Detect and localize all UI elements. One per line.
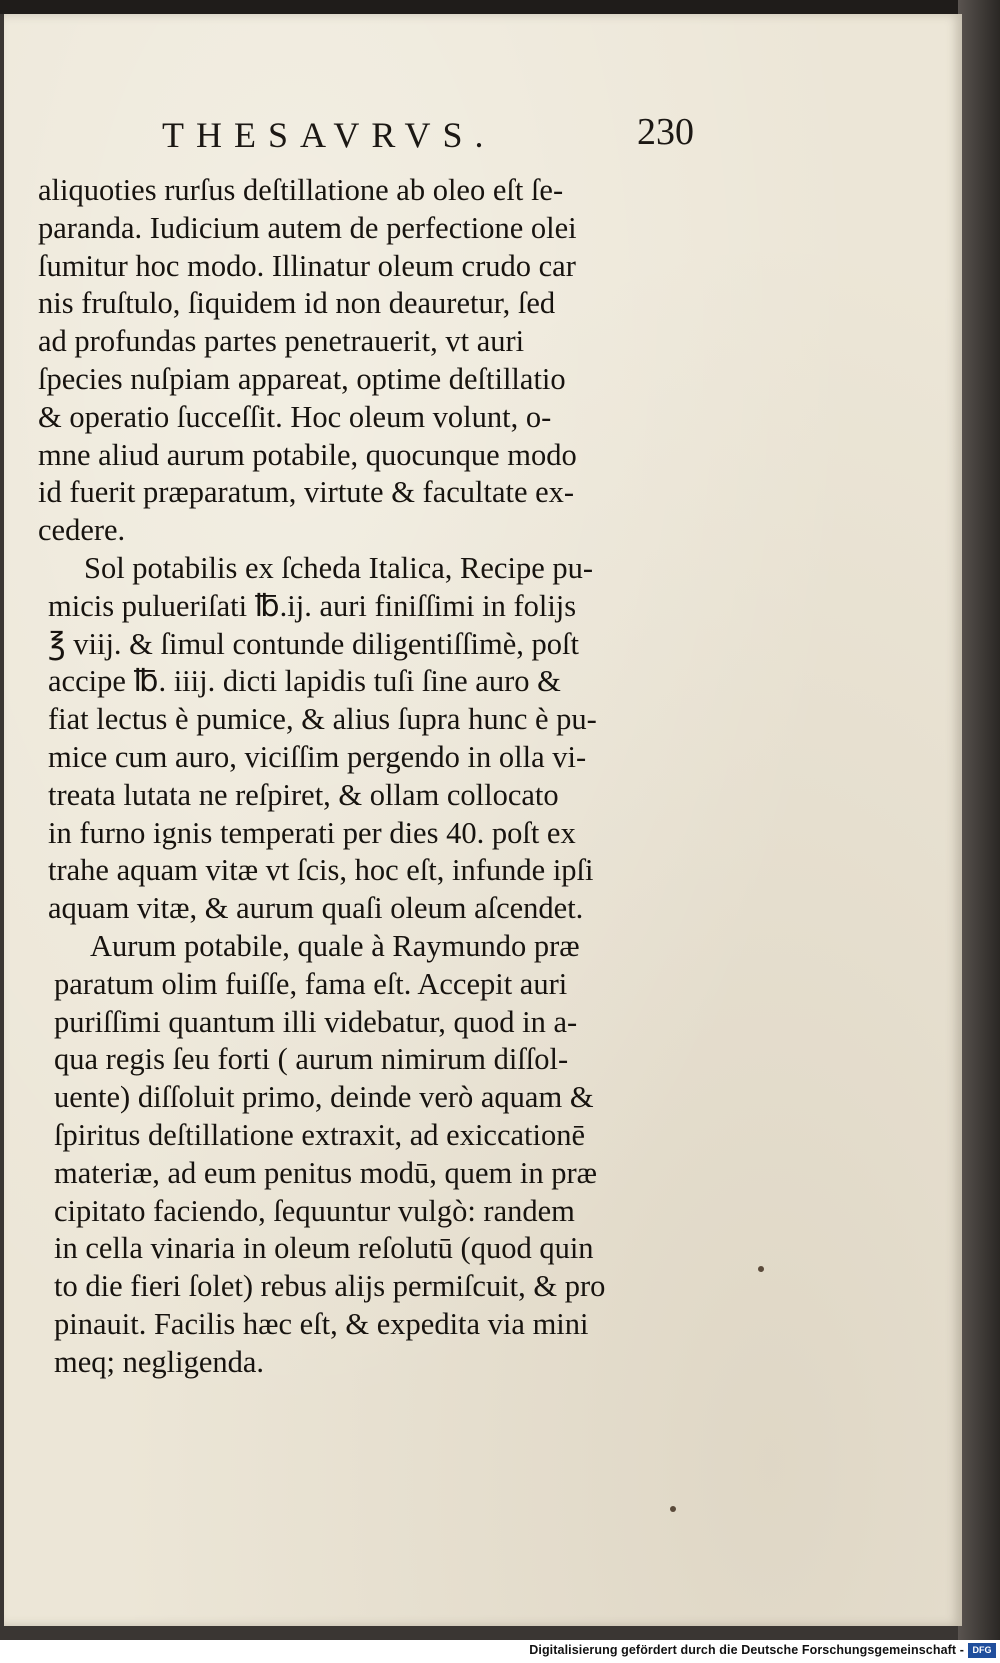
text-line: uente) diſſoluit primo, deinde verò aquam & bbox=[54, 1080, 594, 1115]
funding-credit: Digitalisierung gefördert durch die Deutsche Forschungsgemeinschaft - bbox=[529, 1643, 964, 1657]
text-line: Sol potabilis ex ſcheda Italica, Recipe pu- bbox=[84, 550, 594, 585]
text-line: ad profundas partes penetrauerit, vt auri bbox=[38, 324, 525, 359]
text-line: accipe ℔. iiij. dicti lapidis tuſi ſine auro & bbox=[48, 664, 561, 699]
text-line: & operatio ſucceſſit. Hoc oleum volunt, o- bbox=[38, 399, 552, 434]
running-head bbox=[4, 104, 962, 164]
text-line: id fuerit præparatum, virtute & facultate ex- bbox=[38, 475, 575, 510]
text-line: pinauit. Facilis hæc eſt, & expedita via mini bbox=[54, 1306, 589, 1341]
text-line: Aurum potabile, quale à Raymundo præ bbox=[90, 928, 580, 963]
text-line: treata lutata ne reſpiret, & ollam collocato bbox=[48, 777, 559, 812]
text-line: mice cum auro, viciſſim pergendo in olla vi- bbox=[48, 739, 587, 774]
text-line: ſpecies nuſpiam appareat, optime deſtillatio bbox=[38, 361, 566, 396]
text-line: materiæ, ad eum penitus modū, quem in præ bbox=[54, 1155, 597, 1190]
text-line: trahe aquam vitæ vt ſcis, hoc eſt, infunde ipſi bbox=[48, 853, 594, 888]
dfg-logo: DFG bbox=[968, 1643, 996, 1658]
paragraph-3 bbox=[38, 928, 718, 1382]
paragraph-1 bbox=[38, 172, 718, 550]
text-line: meq; negligenda. bbox=[54, 1344, 265, 1379]
text-line: in cella vinaria in oleum reſolutū (quod quin bbox=[54, 1231, 594, 1266]
text-line: in furno ignis temperati per dies 40. poſt ex bbox=[48, 815, 576, 850]
digitization-footer bbox=[0, 1640, 1000, 1663]
running-title: THESAVRVS. bbox=[162, 115, 496, 155]
page-number: 230 bbox=[637, 111, 694, 153]
text-line: qua regis ſeu forti ( aurum nimirum diſſol- bbox=[54, 1042, 569, 1077]
text-line: cipitato faciendo, ſequuntur vulgò: randem bbox=[54, 1193, 575, 1228]
paragraph-2 bbox=[38, 550, 718, 928]
ink-speck bbox=[758, 1266, 764, 1272]
text-line: to die fieri ſolet) rebus alijs permiſcuit, & pro bbox=[54, 1269, 606, 1304]
text-line: aquam vitæ, & aurum quaſi oleum aſcendet. bbox=[48, 891, 584, 926]
ink-speck bbox=[670, 1506, 676, 1512]
text-line: puriſſimi quantum illi videbatur, quod in a- bbox=[54, 1004, 578, 1039]
text-line: mne aliud aurum potabile, quocunque modo bbox=[38, 437, 577, 472]
book-page bbox=[4, 14, 962, 1626]
scan-top-edge bbox=[0, 0, 1000, 14]
text-line: nis fruſtulo, ſiquidem id non deauretur, ſed bbox=[38, 286, 556, 321]
text-line: ℥ viij. & ſimul contunde diligentiſſimè, poſt bbox=[48, 626, 579, 661]
body-text bbox=[38, 172, 718, 1382]
text-line: cedere. bbox=[38, 513, 126, 548]
text-line: ſpiritus deſtillatione extraxit, ad exiccationē bbox=[54, 1117, 586, 1152]
text-line: fiat lectus è pumice, & alius ſupra hunc è pu- bbox=[48, 702, 597, 737]
text-line: paratum olim fuiſſe, fama eſt. Accepit auri bbox=[54, 966, 568, 1001]
book-spine-edge bbox=[958, 0, 1000, 1640]
text-line: aliquoties rurſus deſtillatione ab oleo eſt ſe- bbox=[38, 173, 564, 207]
text-line: ſumitur hoc modo. Illinatur oleum crudo car bbox=[38, 248, 576, 283]
text-line: paranda. Iudicium autem de perfectione olei bbox=[38, 210, 577, 245]
text-line: micis pulueriſati ℔.ij. auri finiſſimi in folijs bbox=[48, 588, 577, 623]
